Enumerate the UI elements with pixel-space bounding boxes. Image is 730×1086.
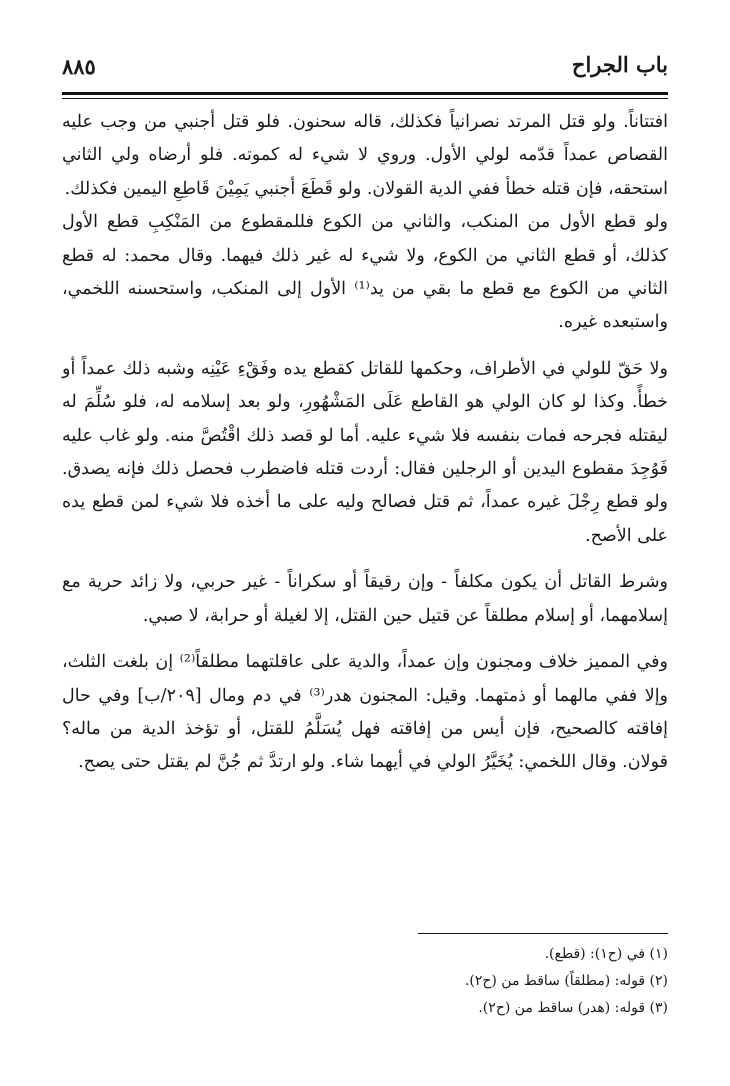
footnote-2: (٢) قوله: (مطلقاً) ساقط من (ح٢). [464,973,668,989]
paragraph-4: وشرط القاتل أن يكون مكلفاً - وإن رقيقاً أو سكراناً - غير حربي، ولا زائد حرية مع إسلامهما، أو إسلام مطلقاً عن قتيل حين القتل، إلا لغيلة أو حرابة، لا صبي. [62,572,668,626]
header-rule-thick [62,92,668,95]
paragraph-3: ولا حَقّ للولي في الأطراف، وحكمها للقاتل كقطع يده وفَقْءِ عَيْنِه وشبه ذلك عمداً أو خطأً. وكذا لو كان الولي هو القاطع عَلَى المَشْهُورِ، ولو بعد إسلامه له، فلو سُلِّمَ له ليقتله فجرحه فمات بنفسه فلا شيء عليه. أما لو قصد ذلك اقْتُصَّ منه. ولو غاب عليه فَوُجِدَ مقطوع اليدين أو الرجلين فقال: أردت قتله فاضطرب فحصل ذلك فإنه يصدق. ولو قطع رِجْلَ غيره عمداً، ثم قتل فصالح وليه على ما أخذه فلا شيء لمن قطع يده على الأصح. [62,358,668,546]
paragraph-1: افتتاناً. ولو قتل المرتد نصرانياً فكذلك، قاله سحنون. فلو قتل أجنبي من وجب عليه القصاص عمداً قدّمه لولي الأول. وروي لا شيء له كموته. فلو أرضاه ولي الثاني استحقه، فإن قتله خطأ ففي الدية القولان. ولو قَطَعَ أجنبي يَمِيْنَ قَاطِعِ اليمين فكذلك. [62,112,668,199]
paragraph-5: وفي المميز خلاف ومجنون وإن عمداً، والدية على عاقلتهما مطلقاً⁽²⁾ إن بلغت الثلث، وإلا ففي مالهما أو ذمتهما. وقيل: المجنون هدر⁽³⁾ في دم ومال [٢٠٩/ب] وفي حال إفاقته كالصحيح، فإن أيس من إفاقته فهل يُسَلَّمُ للقتل، أو تؤخذ الدية من ماله؟ قولان. وقال اللخمي: يُخَيَّرُ الولي في أيهما شاء. ولو ارتدَّ ثم جُنَّ لم يقتل حتى يصح. [62,652,669,773]
footnote-3: (٣) قوله: (هدر) ساقط من (ح٢). [478,1000,668,1016]
footnote-1: (١) في (ح١): (قطع). [544,946,668,962]
footnotes [62,941,668,1022]
running-header [62,52,668,92]
chapter-title: باب الجراح [571,52,668,77]
footnote-rule [418,933,668,934]
header-rule-thin [62,98,668,99]
paragraph-2: ولو قطع الأول من المنكب، والثاني من الكوع فللمقطوع من المَنْكِبِ قطع الأول كذلك، أو قطع الثاني من الكوع، ولا شيء له غير ذلك فيهما. وقال محمد: له قطع الثاني من الكوع مع قطع ما بقي من يد⁽¹⁾ الأول إلى المنكب، واستحسنه اللخمي، واستبعده غيره. [62,212,669,333]
page-number: ٨٨٥ [62,54,96,79]
main-text [62,106,668,780]
